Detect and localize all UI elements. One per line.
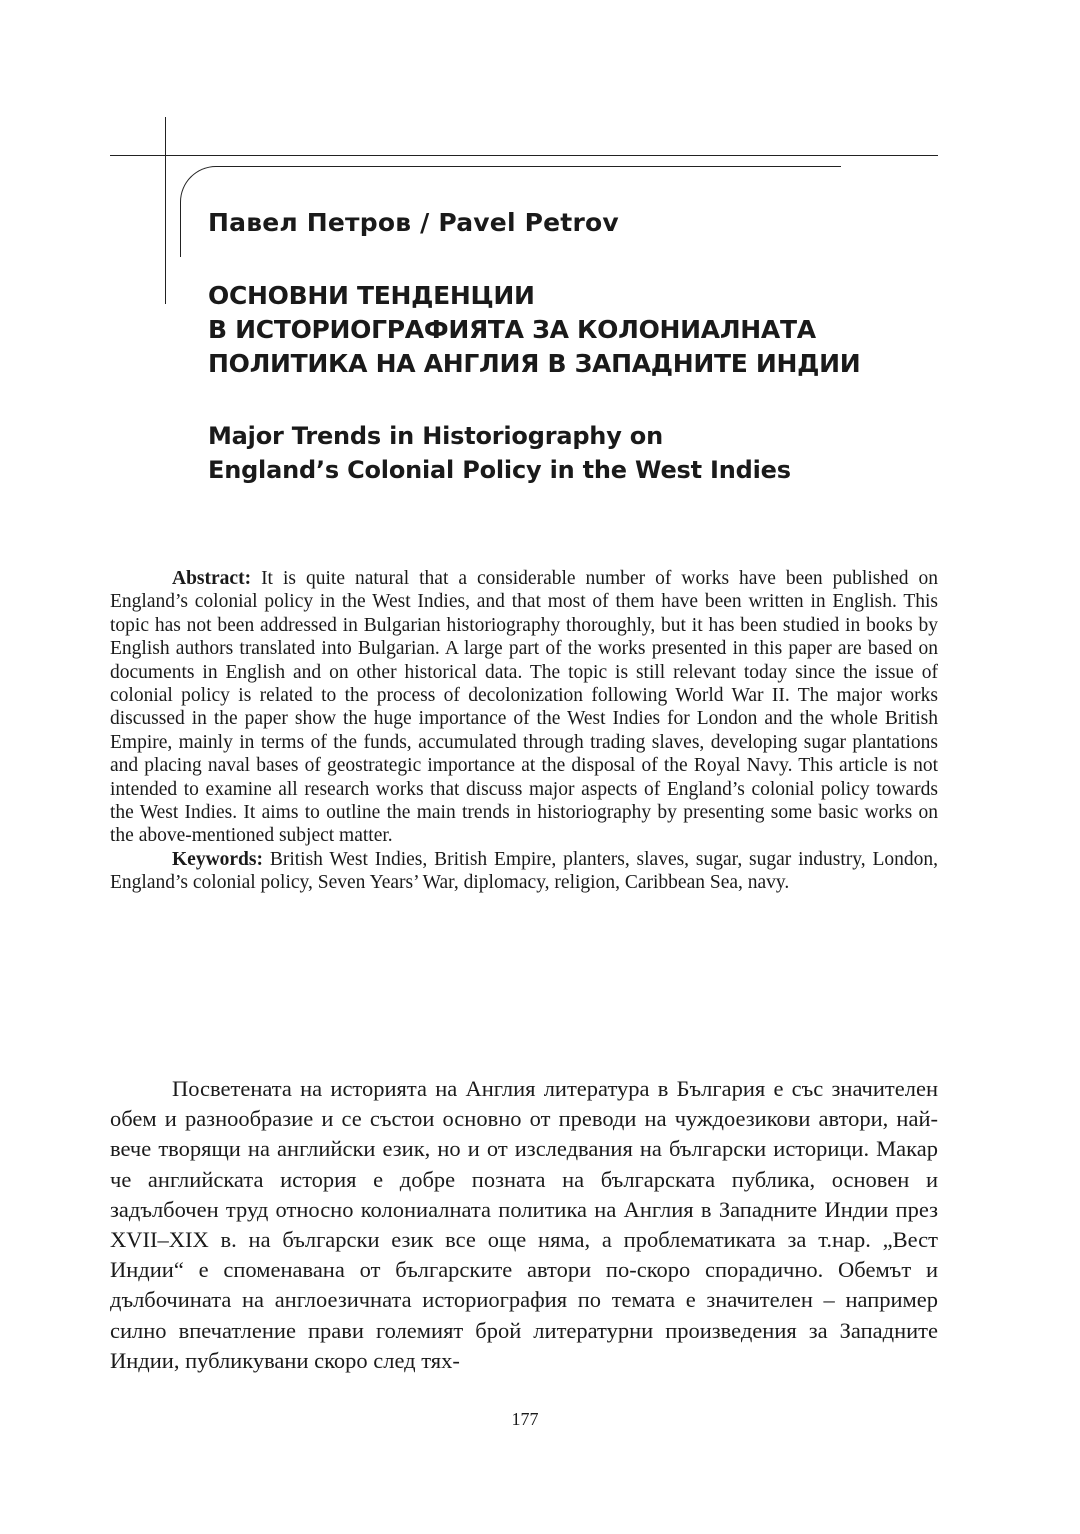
abstract-text: It is quite natural that a considerable number of works have been published on England’s colonial policy in the West Indies, and that most of them have been written in English. This topic has not been addressed in Bulgarian historiography thoroughly, but it has been studied in books by English authors translated into Bulgarian. A large part of the works presented in this paper are based on documents in English and on other historical data. The topic is still relevant today since the issue of colonial policy is related to the process of decolonization following World War II. The major works discussed in the paper show the huge importance of the West Indies for London and the whole British Empire, mainly in terms of the funds, accumulated through trading slaves, developing sugar plantations and placing naval bases of geostrategic importance at the disposal of the Royal Navy. This article is not intended to examine all research works that discuss major aspects of England’s colonial policy towards the West Indies. It aims to outline the main trends in historiography by presenting some basic works on the above-mentioned subject matter. [110,568,938,847]
title-bulgarian [208,279,860,381]
abstract-section [110,567,938,895]
keywords-text: British West Indies, British Empire, planters, slaves, sugar, sugar industry, London, England’s colonial policy, Seven Years’ War, diplomacy, religion, Caribbean Sea, navy. [110,848,938,894]
keywords-paragraph [110,848,938,895]
keywords-label: Keywords: [172,848,263,870]
frame-horizontal-rule [110,155,938,156]
title-bulgarian-line: В ИСТОРИОГРАФИЯТА ЗА КОЛОНИАЛНАТА [208,315,816,344]
title-english [208,419,791,487]
abstract-label: Abstract: [172,568,252,589]
frame-vertical-rule [165,117,166,304]
title-english-line: England’s Colonial Policy in the West Indies [208,456,791,484]
author-name: Павел Петров / Pavel Petrov [208,208,619,237]
title-bulgarian-line: ОСНОВНИ ТЕНДЕНЦИИ [208,281,535,310]
title-english-line: Major Trends in Historiography on [208,422,663,450]
body-section [110,1074,938,1376]
abstract-paragraph [110,567,938,848]
body-paragraph: Посветената на историята на Англия литература в България е със значителен обем и разнообразие и се състои основно от преводи на чуждоезикови автори, най-вече творящи на английски език, но и от изследвания на български историци. Макар че английската история е добре позната на българската публика, основен и задълбочен труд относно колониалната политика на Англия в Западните Индии през XVII–XIX в. на български език все още няма, а проблематиката за т.нар. „Вест Индии“ е споменавана от българските автори по-скоро спорадично. Обемът и дълбочината на англоезичната историография по темата е значителен – например силно впечатление прави големият брой литературни произведения за Западните Индии, публикувани скоро след тях- [110,1076,938,1373]
title-bulgarian-line: ПОЛИТИКА НА АНГЛИЯ В ЗАПАДНИТЕ ИНДИИ [208,349,861,378]
page-number: 177 [511,1409,539,1429]
